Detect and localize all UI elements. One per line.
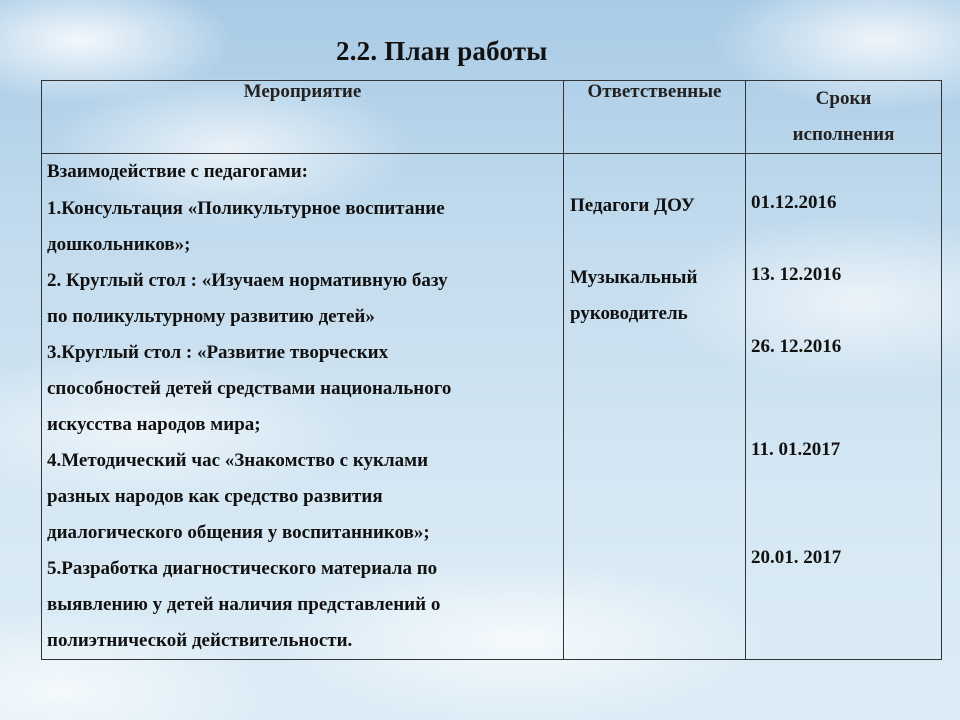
responsible-music-line1: Музыкальный	[570, 267, 698, 288]
responsible-list	[564, 154, 745, 332]
header-dates-line1: Сроки	[815, 88, 872, 109]
event-line: способностей детей средствами национального	[47, 378, 452, 399]
event-line: 4.Методический час «Знакомство с куклами	[47, 450, 429, 471]
table-header-row	[42, 81, 942, 154]
header-dates-line2: исполнения	[792, 124, 895, 145]
table-row	[42, 154, 942, 660]
event-line: 3.Круглый стол : «Развитие творческих	[47, 342, 389, 363]
page-title: 2.2. План работы	[336, 36, 548, 66]
date-3: 26. 12.2016	[751, 336, 842, 357]
events-cell	[42, 154, 564, 660]
event-line-overflow: полиэтнической действительности.	[47, 630, 353, 651]
work-plan-table	[41, 80, 942, 660]
header-event: Мероприятие	[42, 81, 564, 154]
date-2: 13. 12.2016	[751, 264, 842, 285]
event-line: выявлению у детей наличия представлений о	[47, 594, 441, 615]
event-line: искусства народов мира;	[47, 414, 261, 435]
date-4: 11. 01.2017	[751, 439, 841, 460]
event-line: дошкольников»;	[47, 234, 191, 255]
event-line: разных народов как средство развития	[47, 486, 383, 507]
date-1: 01.12.2016	[751, 192, 837, 213]
responsible-music-line2: руководитель	[570, 303, 688, 324]
header-dates	[746, 81, 942, 154]
event-line: 2. Круглый стол : «Изучаем нормативную базу	[47, 270, 448, 291]
section-heading: Взаимодействие с педагогами:	[47, 161, 308, 182]
event-line: диалогического общения у воспитанников»;	[47, 522, 430, 543]
events-list	[42, 154, 563, 659]
header-responsible: Ответственные	[564, 81, 746, 154]
responsible-cell	[564, 154, 746, 660]
event-line: по поликультурному развитию детей»	[47, 306, 375, 327]
event-line: 5.Разработка диагностического материала по	[47, 558, 438, 579]
event-line: 1.Консультация «Поликультурное воспитание	[47, 198, 445, 219]
dates-cell	[746, 154, 942, 660]
responsible-teachers: Педагоги ДОУ	[570, 195, 695, 216]
date-5: 20.01. 2017	[751, 547, 842, 568]
